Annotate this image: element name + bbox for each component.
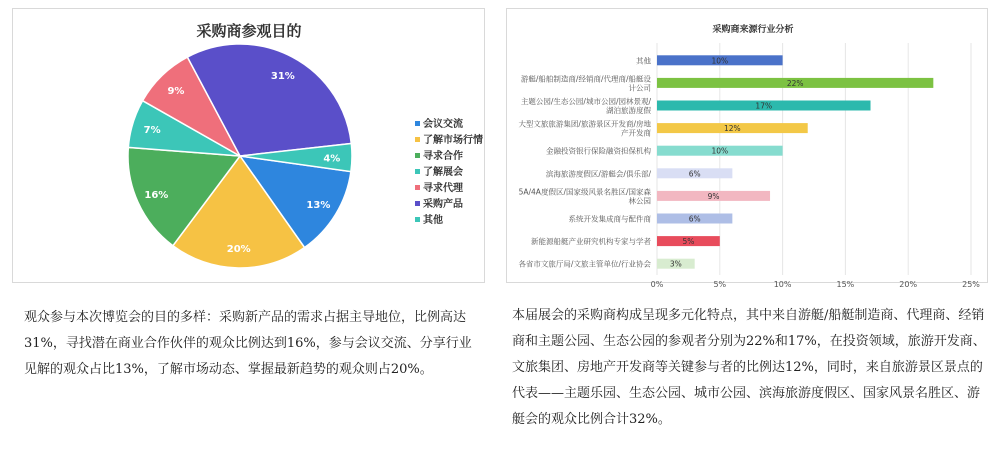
legend-item-label: 会议交流 xyxy=(423,119,463,130)
legend-item-label: 其他 xyxy=(423,215,443,226)
legend-swatch xyxy=(415,201,420,206)
pie-slice-label: 16% xyxy=(144,189,169,201)
category-label: 滨海旅游度假区/游艇会/俱乐部/ xyxy=(545,169,651,179)
bar-chart xyxy=(507,9,987,289)
category-label: 系统开发集成商与配件商 xyxy=(568,214,651,224)
legend-item-label: 采购产品 xyxy=(423,199,463,210)
pie-slice-label: 13% xyxy=(306,199,331,211)
legend-swatch xyxy=(415,169,420,174)
legend-swatch xyxy=(415,137,420,142)
pie-chart-title: 采购商参观目的 xyxy=(196,22,302,40)
bar-value-label: 17% xyxy=(755,101,773,111)
legend-item-label: 了解展会 xyxy=(423,167,463,178)
x-tick-label: 0% xyxy=(650,280,664,289)
x-tick-label: 20% xyxy=(899,280,918,289)
pie-slice-label: 4% xyxy=(323,153,341,165)
category-label: 游艇/船舶制造商/经销商/代理商/船艇设计公司 xyxy=(520,74,651,93)
legend-swatch xyxy=(415,185,420,190)
bar-value-label: 22% xyxy=(786,78,804,88)
category-label: 其他 xyxy=(636,56,651,66)
x-tick-label: 5% xyxy=(713,280,727,289)
legend-item-label: 寻求代理 xyxy=(423,183,463,194)
category-label: 各省市文旅厅局/文旅主管单位/行业协会 xyxy=(518,259,651,269)
legend-item-label: 了解市场行情 xyxy=(423,135,483,146)
category-label: 大型文旅旅游集团/旅游景区开发商/房地产开发商 xyxy=(518,119,651,138)
bar-value-label: 10% xyxy=(711,56,729,66)
bar-value-label: 6% xyxy=(688,169,701,179)
legend-swatch xyxy=(415,217,420,222)
bar-chart-caption: 本届展会的采购商构成呈现多元化特点，其中来自游艇/船艇制造商、代理商、经销商和主题公园、生态公园的参观者分别为22%和17%，在投资领域，旅游开发商、文旅集团、房地产开发商等关键参与者的比例达12%，同时，来自旅游景区景点的代表——主题乐园、生态公园、城市公园、滨海旅游度假区、国家风景名胜区、游艇会的观众比例合计32%。 xyxy=(512,308,986,427)
x-tick-label: 25% xyxy=(962,280,980,289)
pie-slice-label: 7% xyxy=(143,125,161,137)
bar-value-label: 6% xyxy=(688,214,701,224)
x-tick-label: 15% xyxy=(836,280,855,289)
category-label: 金融投资银行保险融资担保机构 xyxy=(546,146,651,156)
category-label: 5A/4A度假区/国家级风景名胜区/国家森林公园 xyxy=(518,187,651,206)
bar-value-label: 3% xyxy=(669,259,682,269)
legend-swatch xyxy=(415,121,420,126)
legend-item-label: 寻求合作 xyxy=(423,151,463,162)
legend-swatch xyxy=(415,153,420,158)
pie-slice-label: 20% xyxy=(226,243,251,255)
pie-chart xyxy=(13,9,484,282)
pie-chart-caption: 观众参与本次博览会的目的多样：采购新产品的需求占据主导地位，比例高达31%，寻找潜在商业合作伙伴的观众比例达到16%，参与会议交流、分享行业见解的观众占比13%，了解市场动态、掌握最新趋势的观众则占20%。 xyxy=(24,310,472,377)
bar-chart-title: 采购商来源行业分析 xyxy=(712,25,794,35)
x-tick-label: 10% xyxy=(773,280,792,289)
bar-value-label: 12% xyxy=(724,124,741,134)
bar-value-label: 9% xyxy=(707,191,720,201)
category-label: 主题公园/生态公园/城市公园/园林景观/湖泊旅游度假 xyxy=(520,97,651,115)
bar-chart-panel xyxy=(506,8,988,289)
bar-value-label: 10% xyxy=(711,146,729,156)
pie-slice-label: 31% xyxy=(270,70,295,82)
pie-slice-label: 9% xyxy=(167,86,185,98)
pie-chart-panel xyxy=(12,8,485,283)
category-label: 新能源船艇产业研究机构专家与学者 xyxy=(531,237,651,247)
bar-value-label: 5% xyxy=(682,237,695,247)
